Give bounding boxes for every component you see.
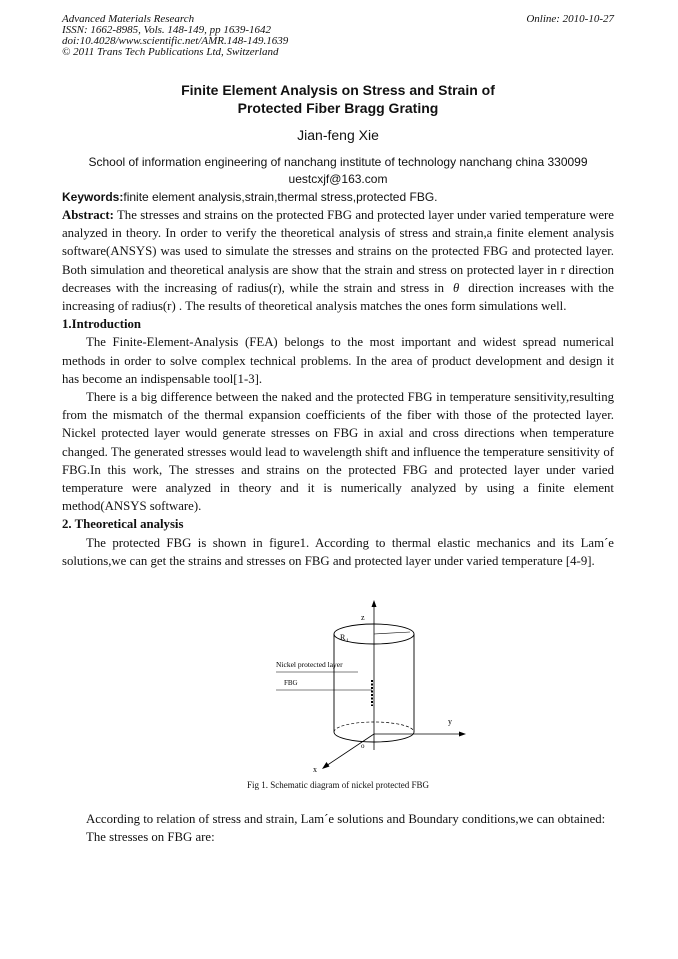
radius-line <box>374 632 410 634</box>
affiliation-block <box>62 154 614 188</box>
label-origin: o <box>361 742 365 750</box>
journal-name: Advanced Materials Research <box>62 13 195 25</box>
label-r1-subscript: 1 <box>346 638 349 644</box>
section-1-heading: 1.Introduction <box>62 317 142 332</box>
label-r1: R <box>340 633 346 642</box>
keywords-label: Keywords: <box>62 190 124 204</box>
label-x: x <box>313 765 317 774</box>
page-header <box>62 14 614 58</box>
y-arrow-icon <box>459 732 466 737</box>
stresses-intro: The stresses on FBG are: <box>86 830 215 845</box>
keywords-line <box>62 190 614 204</box>
figure-1-diagram <box>262 598 502 792</box>
section-2-heading: 2. Theoretical analysis <box>62 517 184 532</box>
affiliation: School of information engineering of nanchang institute of technology nanchang china 330099 <box>88 155 588 169</box>
x-arrow-icon <box>322 762 330 769</box>
paper-title <box>62 81 614 117</box>
title-line-2: Protected Fiber Bragg Grating <box>237 100 439 116</box>
figure-1-caption: Fig 1. Schematic diagram of nickel protected FBG <box>247 780 429 790</box>
label-fbg: FBG <box>284 679 298 687</box>
after-figure-text <box>62 810 614 846</box>
theory-paragraph-1: The protected FBG is shown in figure1. According to thermal elastic mechanics and its Lam´e solutions,we can get the strains and stresses on FBG and protected layer under varied temperature [4-9]. <box>62 535 614 568</box>
online-date: Online: 2010-10-27 <box>526 13 614 25</box>
label-y: y <box>448 717 452 726</box>
author-email: uestcxjf@163.com <box>288 172 388 186</box>
relation-paragraph: According to relation of stress and strain, Lam´e solutions and Boundary conditions,we can obtained: <box>86 812 606 826</box>
x-axis <box>326 734 374 766</box>
keywords-text: finite element analysis,strain,thermal stress,protected FBG. <box>123 190 438 204</box>
intro-paragraph-2: There is a big difference between the naked and the protected FBG in temperature sensitivity,resulting from the mismatch of the thermal expansion coefficients of the fiber with those of the protected layer. Nickel protected layer would generate stresses on FBG in axial and cross directions when temperature changed. The generated stresses would lead to wavelength shift and influence the temperature sensitivity of FBG.In this work, The stresses and strains on the protected FBG and protected layer under varied temperature were analyzed in theory and it is numerically analyzed by using a finite element method(ANSYS software). <box>62 390 614 514</box>
z-arrow-icon <box>372 600 377 607</box>
theta-symbol: θ <box>453 280 460 295</box>
abstract-label: Abstract: <box>62 208 114 222</box>
intro-paragraph-1: The Finite-Element-Analysis (FEA) belongs to the most important and widest spread numerical methods in order to solve complex technical problems. In the area of product development and design it has become an indispensable tool[1-3]. <box>62 335 614 386</box>
label-z: z <box>361 613 365 622</box>
author-name: Jian-feng Xie <box>297 127 379 143</box>
copyright-line: © 2011 Trans Tech Publications Ltd, Switzerland <box>62 46 279 58</box>
issn-line: ISSN: 1662-8985, Vols. 148-149, pp 1639-1642 <box>62 24 271 36</box>
abstract-text-a: The stresses and strains on the protected FBG and protected layer under varied temperature were analyzed in theory. In order to verify the theoretical analysis of stress and strain,a finite element analysis software(ANSYS) was used to simulate the stresses and strains on the protected FBG and protected layer. Both simulation and theoretical analysis are show that the strain and stress on protected layer in r direction decreases with the increasing of radius(r), while the strain and stress in <box>62 208 614 295</box>
doi-line: doi:10.4028/www.scientific.net/AMR.148-149.1639 <box>62 35 289 47</box>
abstract <box>62 206 614 570</box>
abstract-text-b: direction increases with the increasing of radius(r) . The results of theoretical analysis matches the ones form simulations well. <box>62 280 614 314</box>
title-line-1: Finite Element Analysis on Stress and Strain of <box>181 82 495 98</box>
label-nickel-layer: Nickel protected layer <box>276 660 343 669</box>
